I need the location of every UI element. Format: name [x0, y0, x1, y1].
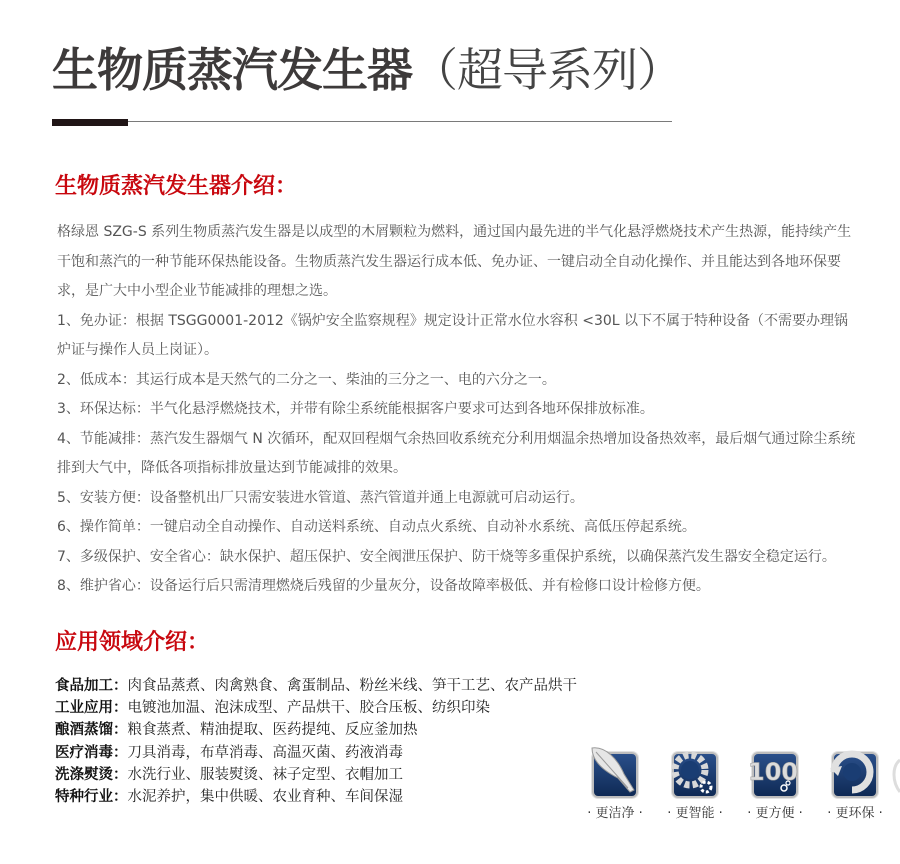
- application-key: 洗涤熨烫：: [55, 766, 128, 783]
- title-series: 超导系列: [457, 43, 637, 97]
- feature-item-3: 3、环保达标：半气化悬浮燃烧技术，并带有除尘系统能根据客户要求可达到各地环保排放标准。: [57, 401, 654, 417]
- application-key: 酿酒蒸馏：: [55, 722, 128, 739]
- title-underline: [128, 121, 672, 122]
- intro-paragraph: 格绿恩 SZG-S 系列生物质蒸汽发生器是以成型的木屑颗粒为燃料，通过国内最先进的半气化悬浮燃烧技术产生热源，能持续产生干饱和蒸汽的一种节能环保热能设备。生物质蒸汽发生器运行成本低、免办证、一键启动全自动化操作、并且能达到各地环保要求，是广大中小型企业节能减排的理想之选。: [57, 224, 852, 299]
- application-row: [55, 719, 577, 741]
- application-value: 粮食蒸煮、精油提取、医药提纯、反应釜加热: [127, 722, 418, 739]
- application-row: [55, 742, 577, 764]
- badge-smarter: [655, 752, 735, 821]
- application-key: 医疗消毒：: [55, 744, 128, 761]
- application-row: [55, 764, 577, 786]
- application-row: [55, 786, 577, 808]
- application-value: 刀具消毒，布草消毒、高温灭菌、药液消毒: [127, 744, 403, 761]
- feature-item-6: 6、操作简单：一键启动全自动操作、自动送料系统、自动点火系统、自动补水系统、高低压停起系统。: [57, 519, 696, 535]
- badge-label: · 更智能 ·: [667, 806, 723, 821]
- feature-badges: [575, 752, 895, 821]
- application-row: [55, 697, 577, 719]
- badge-label: · 更洁净 ·: [587, 806, 643, 821]
- feature-item-2: 2、低成本：其运行成本是天然气的二分之一、柴油的三分之一、电的六分之一。: [57, 371, 556, 388]
- application-value: 肉食品蒸煮、肉禽熟食、禽蛋制品、粉丝米线、笋干工艺、农产品烘干: [127, 678, 577, 694]
- application-row: [55, 675, 577, 697]
- gear-icon: [672, 752, 718, 798]
- badge-label: · 更环保 ·: [827, 806, 883, 821]
- badge-cleaner: [575, 752, 655, 821]
- feature-item-4: 4、节能减排：蒸汽发生器烟气 N 次循环，配双回程烟气余热回收系统充分利用烟温余热增加设备热效率，最后烟气通过除尘系统排到大气中，降低各项指标排放量达到节能减排的效果。: [57, 430, 856, 476]
- feather-icon: [592, 752, 638, 798]
- intro-heading: 生物质蒸汽发生器介绍：: [55, 174, 298, 199]
- feature-item-7: 7、多级保护、安全省心：缺水保护、超压保护、安全阀泄压保护、防干烧等多重保护系统，以确保蒸汽发生器安全稳定运行。: [57, 548, 836, 565]
- application-key: 食品加工：: [55, 678, 128, 694]
- badge-label: · 更方便 ·: [747, 806, 803, 821]
- badge-convenient: [735, 752, 815, 821]
- svg-text:100: 100: [748, 758, 799, 786]
- application-value: 电镀池加温、泡沫成型、产品烘干、胶合压板、纺织印染: [127, 700, 490, 717]
- title-paren-open: （: [412, 43, 457, 97]
- application-key: 工业应用：: [55, 700, 128, 717]
- applications-heading: 应用领域介绍：: [55, 630, 210, 655]
- feature-item-5: 5、安装方便：设备整机出厂只需安装进水管道、蒸汽管道并通上电源就可启动运行。: [57, 489, 584, 506]
- intro-body: [57, 218, 857, 602]
- title-paren-close: ）: [637, 43, 682, 97]
- feature-item-8: 8、维护省心：设备运行后只需清理燃烧后残留的少量灰分，设备故障率极低、并有检修口设计检修方便。: [57, 578, 710, 594]
- application-value: 水洗行业、服装熨烫、袜子定型、衣帽加工: [127, 766, 403, 783]
- partial-badge-icon: [888, 752, 900, 802]
- applications-list: [55, 675, 577, 808]
- recycle-icon: [832, 752, 878, 798]
- hundred-icon: [748, 752, 799, 798]
- page-title: [52, 40, 682, 100]
- badge-greener: [815, 752, 895, 821]
- application-value: 水泥养护，集中供暖、农业育种、车间保湿: [127, 789, 403, 806]
- title-underline-accent: [52, 119, 128, 126]
- title-main: 生物质蒸汽发生器: [52, 43, 412, 97]
- application-key: 特种行业：: [55, 789, 128, 806]
- feature-item-1: 1、免办证：根据 TSGG0001-2012《锅炉安全监察规程》规定设计正常水位水容积 <30L 以下不属于特种设备（不需要办理锅炉证与操作人员上岗证）。: [57, 312, 849, 358]
